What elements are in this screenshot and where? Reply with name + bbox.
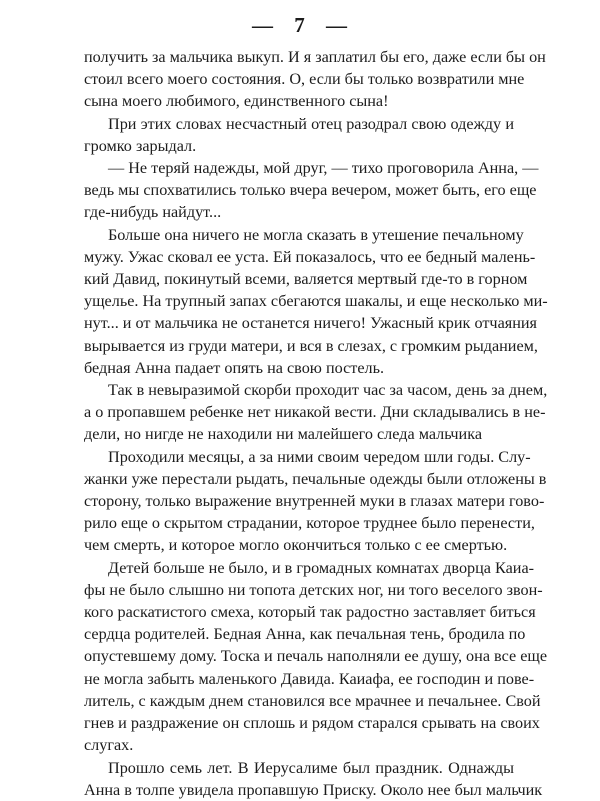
text-line: Так в невыразимой скорби проходит час за часом, день за днем, <box>108 381 548 400</box>
text-line: мужу. Ужас сковал ее уста. Ей показалось, что ее бедный малень- <box>84 247 536 266</box>
text-line: нут... и от мальчика не останется ничего! Ужасный крик отчаяния <box>84 314 537 333</box>
text-line: где-нибудь найдут... <box>84 203 222 222</box>
text-line: кий Давид, покинутый всеми, валяется мертвый где-то в горном <box>84 270 528 289</box>
text-line: рило еще о скрытом страдании, которое труднее было перенести, <box>84 514 535 533</box>
page-header <box>0 10 600 40</box>
paragraph <box>84 379 548 446</box>
paragraph <box>84 757 543 801</box>
text-line: Анна в толпе увидела пропавшую Приску. Около нее был мальчик <box>84 780 543 799</box>
paragraph <box>84 446 547 557</box>
text-line: Больше она ничего не могла сказать в утешение печальному <box>108 225 524 244</box>
text-line: сторону, только выражение внутренней муки в глазах матери гово- <box>84 492 545 511</box>
paragraph <box>84 224 548 379</box>
body-text <box>84 46 548 801</box>
text-line: не могла забыть маленького Давида. Каиафа, ее господин и пове- <box>84 669 535 688</box>
text-line: вырывается из груди матери, и вся в слезах, с громким рыданием, <box>84 336 538 355</box>
text-line: гнев и раздражение он сплошь и рядом старался срывать на своих <box>84 714 540 733</box>
header-dash-left: — <box>252 13 274 37</box>
text-line: получить за мальчика выкуп. И я заплатил бы его, даже если бы он <box>84 48 546 66</box>
text-line: а о пропавшем ребенке нет никакой вести. Дни складывались в не- <box>84 403 546 422</box>
paragraph <box>84 113 514 157</box>
text-line: При этих словах несчастный отец разодрал свою одежду и <box>108 114 514 133</box>
text-line: слугах. <box>84 736 134 755</box>
text-line: сына моего любимого, единственного сына! <box>84 92 389 111</box>
text-line: стоил всего моего состояния. О, если бы только возвратили мне <box>84 70 525 89</box>
paragraph <box>84 46 546 113</box>
text-line: кого раскатистого смеха, который так радостно заставляет биться <box>84 603 536 622</box>
text-line: Проходили месяцы, а за ними своим чередом шли годы. Слу- <box>108 447 531 466</box>
text-line: чем смерть, и которое могло окончиться только с ее смертью. <box>84 536 508 555</box>
paragraph <box>84 157 539 224</box>
text-line: фы не было слышно ни топота детских ног, ни того веселого звон- <box>84 580 543 599</box>
header-dash-right: — <box>326 13 348 37</box>
text-line: литель, с каждым днем становился все мрачнее и печальнее. Свой <box>84 691 541 710</box>
text-line: ущелье. На трупный запах сбегаются шакалы, и еще несколько ми- <box>84 292 548 311</box>
text-line: Детей больше не было, и в громадных комнатах дворца Каиа- <box>108 558 535 577</box>
page-number: 7 <box>294 13 306 37</box>
text-line: ведь мы спохватились только вчера вечером, может быть, его еще <box>84 181 537 200</box>
text-line: громко зарыдал. <box>84 136 197 155</box>
paragraph <box>84 557 548 757</box>
text-line: — Не теряй надежды, мой друг, — тихо проговорила Анна, — <box>108 159 539 178</box>
text-line: бедная Анна падает опять на свою постель. <box>84 358 385 377</box>
text-line: Прошло семь лет. В Иерусалиме был праздник. Однажды <box>108 758 514 777</box>
text-line: опустевшему дому. Тоска и печаль наполняли ее душу, она все еще <box>84 647 548 666</box>
text-line: дели, но нигде не находили ни малейшего следа мальчика <box>84 425 482 444</box>
text-line: жанки уже перестали рыдать, печальные одежды были отложены в <box>84 469 547 488</box>
text-line: сердца родителей. Бедная Анна, как печальная тень, бродила по <box>84 625 526 644</box>
